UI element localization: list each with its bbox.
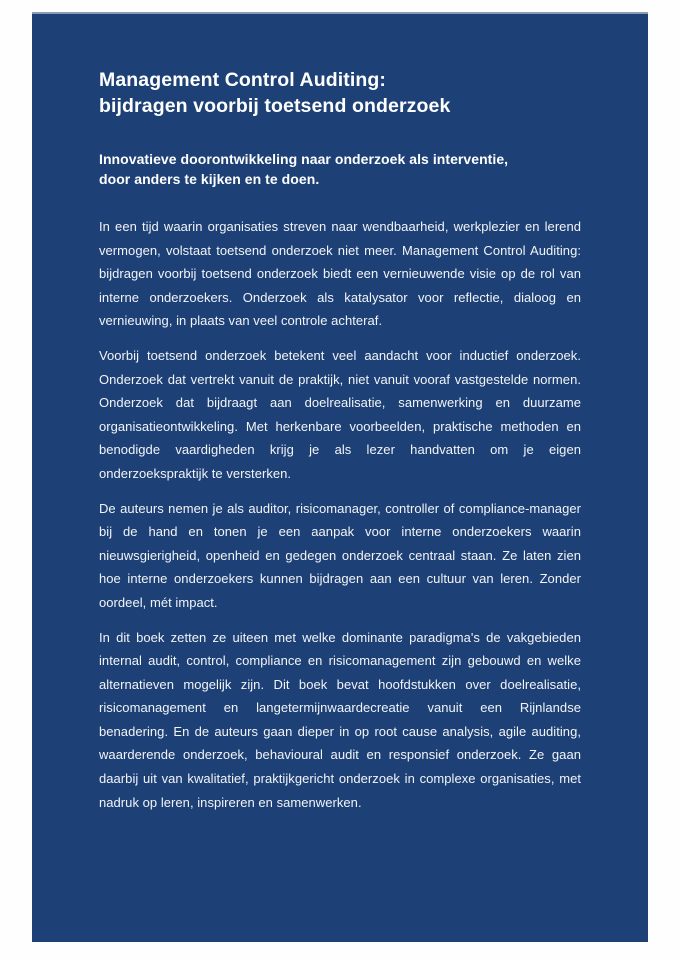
book-subtitle [99,119,581,189]
book-back-cover-panel [32,12,648,942]
book-title-line-2: bijdragen voorbij toetsend onderzoek [99,95,451,117]
blurb-paragraph: In dit boek zetten ze uiteen met welke dominante paradigma's de vakgebieden internal audit, control, compliance en risicomanagement zijn gebouwd en welke alternatieven mogelijk zijn. Dit boek bevat hoofdstukken over doelrealisatie, risicomanagement en langetermijnwaardecreatie vanuit een Rijnlandse benadering. En de auteurs gaan dieper in op root cause analysis, agile auditing, waarderende onderzoek, behavioural audit en responsief onderzoek. Ze gaan daarbij uit van kwalitatief, praktijkgericht onderzoek in complexe organisaties, met nadruk op leren, inspireren en samenwerken. [99,629,581,810]
book-title [99,67,581,119]
blurb-body [99,189,581,814]
book-subtitle-line-1: Innovatieve doorontwikkeling naar onderzoek als interventie, [99,151,509,167]
book-title-line-1: Management Control Auditing: [99,69,386,91]
blurb-paragraph: In een tijd waarin organisaties streven naar wendbaarheid, werkplezier en lerend vermogen, volstaat toetsend onderzoek niet meer. Management Control Auditing: bijdragen voorbij toetsend onderzoek biedt een vernieuwende visie op de rol van interne onderzoekers. Onderzoek als katalysator voor reflectie, dialoog en vernieuwing, in plaats van veel controle achteraf. [99,219,581,329]
blurb-paragraph: De auteurs nemen je als auditor, risicomanager, controller of compliance-manager bij de hand en tonen je een aanpak voor interne onderzoekers waarin nieuwsgierigheid, openheid en gedegen onderzoek centraal staan. Ze laten zien hoe interne onderzoekers kunnen bijdragen aan een cultuur van leren. Zonder oordeel, mét impact. [99,500,581,610]
blurb-paragraph: Voorbij toetsend onderzoek betekent veel aandacht voor inductief onderzoek. Onderzoek dat vertrekt vanuit de praktijk, niet vanuit vooraf vastgestelde normen. Onderzoek dat bijdraagt aan doelrealisatie, samenwerking en duurzame organisatieontwikkeling. Met herkenbare voorbeelden, praktische methoden en benodigde vaardigheden krijg je als lezer handvatten om je eigen onderzoekspraktijk te versterken. [99,347,581,481]
book-subtitle-line-2: door anders te kijken en te doen. [99,171,320,187]
cover-content-column [99,67,581,814]
